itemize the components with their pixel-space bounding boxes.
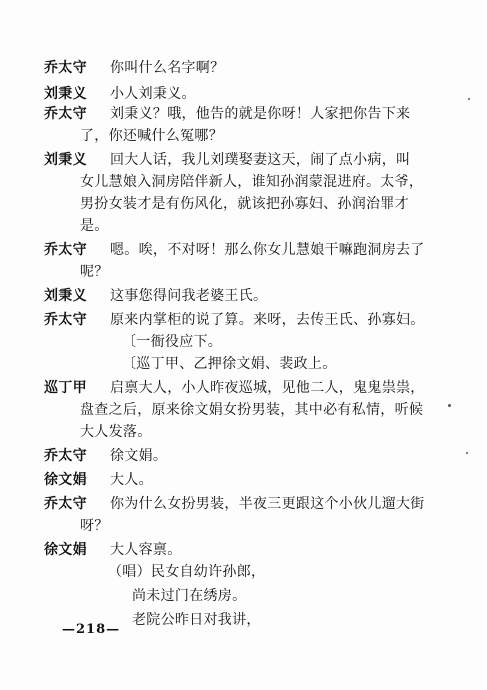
speaker-name: 乔太守 xyxy=(44,242,87,258)
continuation-text: 了，你还喊什么冤哪？ xyxy=(80,128,223,144)
dialogue-text: 大人容禀。 xyxy=(110,542,182,558)
dialogue-text: 你为什么女扮男装，半夜三更跟这个小伙儿遛大街 xyxy=(110,496,425,512)
continuation-text: 盘查之后，原来徐文娟女扮男装，其中必有私情，听候 xyxy=(80,402,424,418)
continuation-text: 呢？ xyxy=(80,264,109,280)
dialogue-text: 徐文娟。 xyxy=(110,448,168,464)
continuation-text: 〔一衙役应下。 xyxy=(122,334,223,350)
speaker-name: 乔太守 xyxy=(44,448,87,464)
dialogue-text: 回大人话，我儿刘璞娶妻这天，闹了点小病，叫 xyxy=(110,152,411,168)
scan-speck xyxy=(466,452,468,454)
continuation-text: 男扮女装才是有伤风化，就该把孙寡妇、孙润治罪才 xyxy=(80,196,409,212)
dialogue-text: 小人刘秉义。 xyxy=(110,86,196,102)
speaker-name: 乔太守 xyxy=(44,106,87,122)
continuation-text: 〔巡丁甲、乙押徐文娟、裴政上。 xyxy=(122,356,337,372)
speaker-name: 刘秉义 xyxy=(44,152,87,168)
speaker-name: 刘秉义 xyxy=(44,86,87,102)
continuation-text: 大人发落。 xyxy=(80,424,152,440)
continuation-text: 女儿慧娘入洞房陪伴新人，谁知孙润蒙混进府。太爷， xyxy=(80,174,424,190)
dialogue-text: 刘秉义？哦，他告的就是你呀！人家把你告下来 xyxy=(110,106,411,122)
speaker-name: 乔太守 xyxy=(44,496,87,512)
dialogue-text: 嗯。唉，不对呀！那么你女儿慧娘干嘛跑洞房去了 xyxy=(110,242,425,258)
speaker-name: 乔太守 xyxy=(44,312,87,328)
scan-speck xyxy=(468,98,470,100)
dialogue-text: 大人。 xyxy=(110,472,153,488)
speaker-name: 徐文娟 xyxy=(44,472,87,488)
speaker-name: 乔太守 xyxy=(44,60,87,76)
page-number: —218— xyxy=(62,622,121,637)
continuation-text: 老院公昨日对我讲， xyxy=(132,612,261,628)
speaker-name: 刘秉义 xyxy=(44,288,87,304)
speaker-name: 巡丁甲 xyxy=(44,380,87,396)
continuation-text: 是。 xyxy=(80,218,109,234)
continuation-text: （唱）民女自幼许孙郎， xyxy=(108,564,266,580)
dialogue-text: 启禀大人，小人昨夜巡城，见他二人，鬼鬼祟祟， xyxy=(110,380,425,396)
dialogue-text: 你叫什么名字啊？ xyxy=(110,60,225,76)
continuation-text: 呀？ xyxy=(80,518,109,534)
scan-speck xyxy=(448,404,451,407)
continuation-text: 尚未过门在绣房。 xyxy=(132,588,247,604)
dialogue-text: 这事您得问我老婆王氏。 xyxy=(110,288,268,304)
dialogue-text: 原来内掌柜的说了算。来呀，去传王氏、孙寡妇。 xyxy=(110,312,425,328)
speaker-name: 徐文娟 xyxy=(44,542,87,558)
